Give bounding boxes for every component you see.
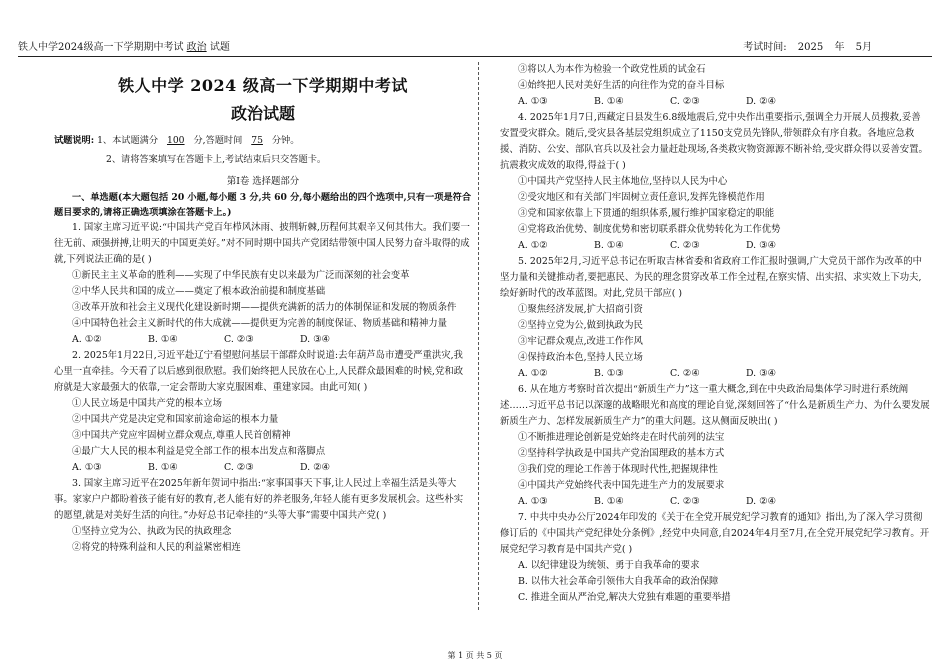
question-option: ③党和国家依靠上下贯通的组织体系,履行维护国家稳定的职能 <box>518 208 775 219</box>
question-option: ②中华人民共和国的成立——奠定了根本政治前提和制度基础 <box>72 286 326 297</box>
answer-choice: C. ②③ <box>224 462 254 473</box>
answer-choice: B. ①④ <box>594 240 624 251</box>
answer-choice: D. ②④ <box>746 96 776 107</box>
question-stem: 6. 从在地方考察时首次提出“新质生产力”这一重大概念,到在中央政治局集体学习时进行系统阐述……习近平总书记以深邃的战略眼光和高度的理论自觉,深刻回答了“什么是新质生产力、为什么要发展新质生产力、怎样发展新质生产力”的重大问题。这从侧面反映出( ) <box>500 384 930 427</box>
answer-choices <box>54 460 472 476</box>
answer-choice: C. ②③ <box>670 96 700 107</box>
question-1 <box>54 220 472 348</box>
question-option: ①中国共产党坚持人民主体地位,坚持以人民为中心 <box>518 176 728 187</box>
answer-choice: A. ①③ <box>518 96 548 107</box>
answer-choice: D. ③④ <box>746 240 776 251</box>
question-3-continued <box>500 62 930 110</box>
question-option: A. 以纪律建设为统领、勇于自我革命的要求 <box>518 560 700 571</box>
answer-choice: B. ①④ <box>594 96 624 107</box>
answer-choice: B. ①③ <box>594 368 624 379</box>
question-stem: 1. 国家主席习近平说:“中国共产党百年栉风沐雨、披荆斩棘,历程何其艰辛又何其伟大。我们要一往无前、顽强拼搏,让明天的中国更美好。”对不同时期中国共产党团结带领中国人民努力奋斗取得的成就,下列说法正确的是( ) <box>54 222 470 265</box>
instructions-item1-c: 分钟。 <box>271 135 300 146</box>
instructions <box>54 132 472 149</box>
section-title: 一、单选题(本大题包括 20 小题,每小题 3 分,共 60 分,每小题给出的四个选项中,只有一项是符合题目要求的,请将正确选项填涂在答题卡上。) <box>54 192 472 218</box>
answer-choice: D. ③④ <box>746 368 776 379</box>
answer-choices <box>500 238 930 254</box>
full-score: 100 <box>166 135 185 146</box>
header-left <box>18 38 230 53</box>
question-7 <box>500 510 930 606</box>
header-subject: 政治 <box>186 42 207 53</box>
question-option: ①坚持立党为公、执政为民的执政理念 <box>72 526 232 537</box>
question-stem: 2. 2025年1月22日,习近平赴辽宁看望慰问基层干部群众时说道:去年葫芦岛市遭受严重洪灾,我心里一直牵挂。今天看了以后感到很欣慰。我们始终把人民放在心上,人民群众最困难的时候,党和政府就是大家最强大的依靠,一定会帮助大家克服困难、重建家园。由此可知( ) <box>54 350 464 393</box>
header-rule <box>18 56 932 57</box>
question-option: ③牢记群众观点,改进工作作风 <box>518 336 643 347</box>
page-footer: 第 1 页 共 5 页 <box>447 651 503 660</box>
question-6 <box>500 382 930 510</box>
answer-choices <box>500 366 930 382</box>
header-school-exam: 铁人中学2024级高一下学期期中考试 <box>18 42 184 53</box>
question-option: ④中国共产党始终代表中国先进生产力的发展要求 <box>518 480 725 491</box>
question-stem: 4. 2025年1月7日,西藏定日县发生6.8级地震后,党中央作出重要指示,强调全力开展人员搜救,妥善安置受灾群众。随后,受灾县各基层党组织成立了1150支党员先锋队,带领群众有序自救。各地应急救援、消防、公安、部队官兵以及社会力量赶赴现场,各类救灾物资源源不断补给,受灾群众得以妥善安置。抗震救灾成效的取得,得益于( ) <box>500 112 928 171</box>
left-column <box>54 62 472 556</box>
question-stem: 5. 2025年2月,习近平总书记在听取吉林省委和省政府工作汇报时强调,广大党员干部作为改革的中坚力量和关键推动者,要把惠民、为民的理念贯穿改革工作全过程,在察实情、出实招、求实效上下功夫,绘好新时代的改革蓝图。对此,党员干部应( ) <box>500 256 922 299</box>
answer-choice: C. ②④ <box>670 368 700 379</box>
answer-choice: B. ①④ <box>594 496 624 507</box>
column-divider <box>478 62 479 610</box>
question-option: ①聚焦经济发展,扩大招商引资 <box>518 304 643 315</box>
question-option: C. 推进全面从严治党,解决大党独有难题的重要举措 <box>518 592 731 603</box>
question-4 <box>500 110 930 254</box>
header-right <box>735 38 872 53</box>
question-option: ④党将政治优势、制度优势和密切联系群众优势转化为工作优势 <box>518 224 781 235</box>
answer-choices <box>500 94 930 110</box>
question-option: ③将以人为本作为检验一个政党性质的试金石 <box>518 64 706 75</box>
instructions-item1-b: 分,答题时间 <box>193 135 243 146</box>
question-option: ①不断推进理论创新是党始终走在时代前列的法宝 <box>518 432 725 443</box>
answer-choice: B. ①④ <box>148 334 178 345</box>
header-paper: 试题 <box>209 42 230 53</box>
question-option: ④始终把人民对美好生活的向往作为党的奋斗目标 <box>518 80 725 91</box>
instructions-item1-a: 1、本试题满分 <box>97 135 159 146</box>
answer-choice: D. ③④ <box>300 334 330 345</box>
question-2 <box>54 348 472 476</box>
question-option: ③中国共产党应牢固树立群众观点,尊重人民首创精神 <box>72 430 291 441</box>
part-title: 第Ⅰ卷 选择题部分 <box>226 176 300 187</box>
question-option: ②受灾地区和有关部门牢固树立责任意识,发挥先锋模范作用 <box>518 192 765 203</box>
question-option: ③我们党的理论工作善于体现时代性,把握规律性 <box>518 464 718 475</box>
question-option: B. 以伟大社会革命引领伟大自我革命的政治保障 <box>518 576 719 587</box>
question-option: ②中国共产党是决定党和国家前途命运的根本力量 <box>72 414 279 425</box>
question-option: ②坚持科学执政是中国共产党治国理政的基本方式 <box>518 448 725 459</box>
header-time-label: 考试时间: <box>743 42 787 53</box>
answer-choice: A. ①③ <box>72 462 102 473</box>
exam-title: 铁人中学 2024 级高一下学期期中考试 <box>118 76 408 95</box>
question-5 <box>500 254 930 382</box>
answer-choice: A. ①② <box>72 334 102 345</box>
question-stem: 3. 国家主席习近平在2025年新年贺词中指出:“家事国事天下事,让人民过上幸福生活是头等大事。家家户户都盼着孩子能有好的教育,老人能有好的养老服务,年轻人能有更多发展机会。这些朴实的愿望,就是对美好生活的向往。”办好总书记牵挂的“头等大事”需要中国共产党( ) <box>54 478 464 521</box>
header-year-unit: 年 <box>834 42 845 53</box>
header-month: 5月 <box>855 42 872 53</box>
answer-choices <box>54 332 472 348</box>
duration: 75 <box>251 135 263 146</box>
answer-choice: C. ②③ <box>670 240 700 251</box>
answer-choice: C. ②③ <box>224 334 254 345</box>
header-year: 2025 <box>797 42 824 53</box>
answer-choice: A. ①② <box>518 240 548 251</box>
question-option: ①人民立场是中国共产党的根本立场 <box>72 398 223 409</box>
question-option: ②将党的特殊利益和人民的利益紧密相连 <box>72 542 241 553</box>
answer-choices <box>500 494 930 510</box>
question-option: ③改革开放和社会主义现代化建设新时期——提供充满新的活力的体制保证和发展的物质条件 <box>72 302 457 313</box>
page-header <box>18 38 932 56</box>
answer-choice: A. ①③ <box>518 496 548 507</box>
right-column <box>500 62 930 606</box>
answer-choice: A. ①② <box>518 368 548 379</box>
question-option: ②坚持立党为公,做到执政为民 <box>518 320 643 331</box>
question-option: ④中国特色社会主义新时代的伟大成就——提供更为完善的制度保证、物质基础和精神力量 <box>72 318 448 329</box>
answer-choice: B. ①④ <box>148 462 178 473</box>
question-option: ①新民主主义革命的胜利——实现了中华民族有史以来最为广泛而深刻的社会变革 <box>72 270 410 281</box>
instructions-item2: 2、请将答案填写在答题卡上,考试结束后只交答题卡。 <box>106 154 327 165</box>
question-option: ④最广大人民的根本利益是党全部工作的根本出发点和落脚点 <box>72 446 326 457</box>
question-stem: 7. 中共中央办公厅2024年印发的《关于在全党开展党纪学习教育的通知》指出,为了深入学习贯彻修订后的《中国共产党纪律处分条例》,经党中央同意,自2024年4月至7月,在全党开展党纪学习教育。开展党纪学习教育是中国共产党( ) <box>500 512 930 555</box>
question-3 <box>54 476 472 556</box>
answer-choice: D. ②④ <box>746 496 776 507</box>
question-option: ④保持政治本色,坚持人民立场 <box>518 352 643 363</box>
answer-choice: D. ②④ <box>300 462 330 473</box>
exam-subtitle: 政治试题 <box>230 104 295 123</box>
answer-choice: C. ②③ <box>670 496 700 507</box>
instructions-label: 试题说明: <box>54 135 95 146</box>
